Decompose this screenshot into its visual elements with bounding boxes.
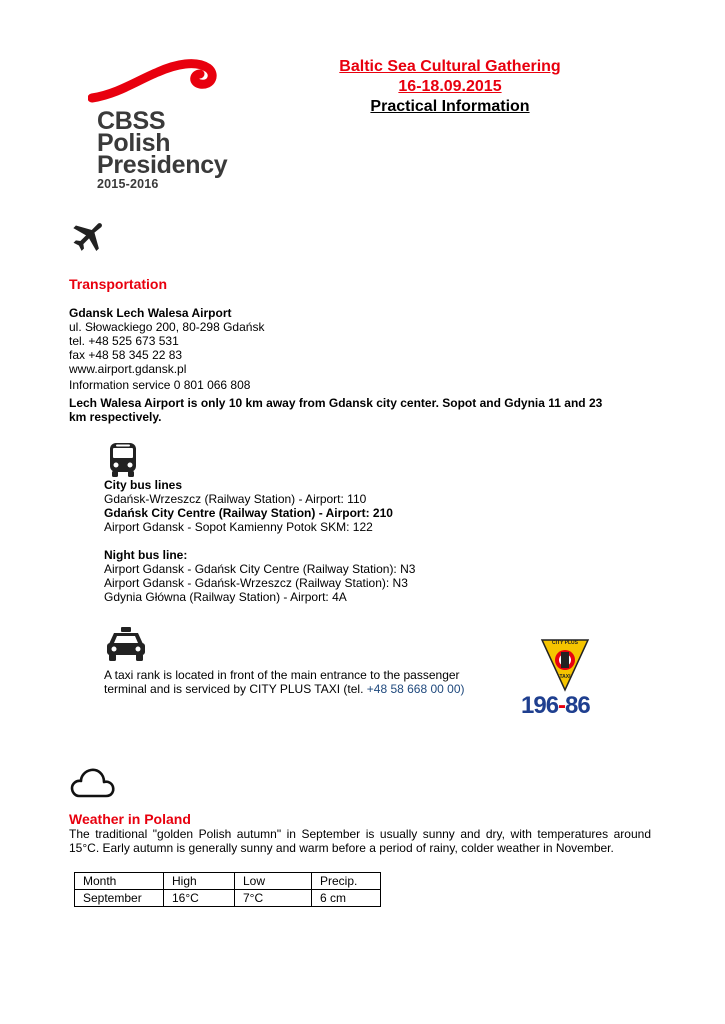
table-header-cell: Month xyxy=(75,873,164,890)
bus-icon xyxy=(108,442,138,478)
cbss-wave-logo-icon xyxy=(88,58,220,104)
taxi-logo-shield-icon xyxy=(540,638,590,692)
airport-name: Gdansk Lech Walesa Airport xyxy=(69,306,232,320)
table-header-cell: Low xyxy=(235,873,312,890)
airplane-icon xyxy=(68,220,106,258)
weather-table xyxy=(74,872,381,907)
logo-line-polish: Polish xyxy=(97,129,171,157)
table-header-cell: High xyxy=(164,873,235,890)
document-dates: 16-18.09.2015 xyxy=(398,78,502,95)
table-cell: 6 cm xyxy=(312,890,381,907)
table-cell: 7°C xyxy=(235,890,312,907)
weather-text-line-2: 15°C. Early autumn is generally sunny and warm before a period of rainy, colder weather in November. xyxy=(69,841,614,855)
taxi-text-line-2 xyxy=(104,682,465,696)
taxi-logo-dash: - xyxy=(558,692,566,719)
taxi-logo-badge-text: TAXI xyxy=(559,674,571,680)
taxi-logo-number-b: 86 xyxy=(565,692,590,719)
night-bus-heading: Night bus line: xyxy=(104,548,188,562)
table-header-row xyxy=(75,873,381,890)
city-plus-taxi-logo xyxy=(521,638,607,722)
night-bus-line: Gdynia Główna (Railway Station) - Airport: 4A xyxy=(104,590,347,604)
airport-fax: fax +48 58 345 22 83 xyxy=(69,348,183,362)
table-cell: September xyxy=(75,890,164,907)
taxi-logo-number-a: 196 xyxy=(521,692,559,719)
city-bus-line: Airport Gdansk - Sopot Kamienny Potok SKM: 122 xyxy=(104,520,373,534)
table-row xyxy=(75,890,381,907)
logo-years: 2015-2016 xyxy=(97,177,159,191)
taxi-phone[interactable]: +48 58 668 00 00) xyxy=(366,682,465,696)
airport-info-service: Information service 0 801 066 808 xyxy=(69,378,251,392)
weather-heading: Weather in Poland xyxy=(69,811,191,827)
night-bus-line: Airport Gdansk - Gdańsk-Wrzeszcz (Railway Station): N3 xyxy=(104,576,408,590)
transportation-heading: Transportation xyxy=(69,276,168,292)
weather-text-line-1: The traditional "golden Polish autumn" in September is usually sunny and dry, with temperatures around xyxy=(69,827,651,841)
table-cell: 16°C xyxy=(164,890,235,907)
taxi-logo-top-text: CITY PLUS xyxy=(551,640,579,646)
table-header-cell: Precip. xyxy=(312,873,381,890)
taxi-logo-number xyxy=(521,692,590,720)
airport-address: ul. Słowackiego 200, 80-298 Gdańsk xyxy=(69,320,265,334)
taxi-text-line-1: A taxi rank is located in front of the main entrance to the passenger xyxy=(104,668,460,682)
night-bus-line: Airport Gdansk - Gdańsk City Centre (Railway Station): N3 xyxy=(104,562,416,576)
airport-tel: tel. +48 525 673 531 xyxy=(69,334,179,348)
document-subtitle: Practical Information xyxy=(370,98,530,115)
logo-text xyxy=(97,107,228,179)
taxi-icon xyxy=(106,626,146,662)
logo-line-presidency: Presidency xyxy=(97,151,228,179)
logo-line-cbss: CBSS xyxy=(97,107,166,135)
distance-note-line-1: Lech Walesa Airport is only 10 km away from Gdansk city center. Sopot and Gdynia 11 and 23 xyxy=(69,396,603,410)
airport-website[interactable]: www.airport.gdansk.pl xyxy=(69,362,187,376)
city-bus-line: Gdańsk-Wrzeszcz (Railway Station) - Airport: 110 xyxy=(104,492,367,506)
city-bus-line: Gdańsk City Centre (Railway Station) - Airport: 210 xyxy=(104,506,393,520)
taxi-text: terminal and is serviced by CITY PLUS TAXI (tel. xyxy=(104,682,367,696)
distance-note-line-2: km respectively. xyxy=(69,410,162,424)
city-bus-heading: City bus lines xyxy=(104,478,183,492)
cloud-icon xyxy=(68,764,116,800)
document-title: Baltic Sea Cultural Gathering xyxy=(339,58,561,75)
